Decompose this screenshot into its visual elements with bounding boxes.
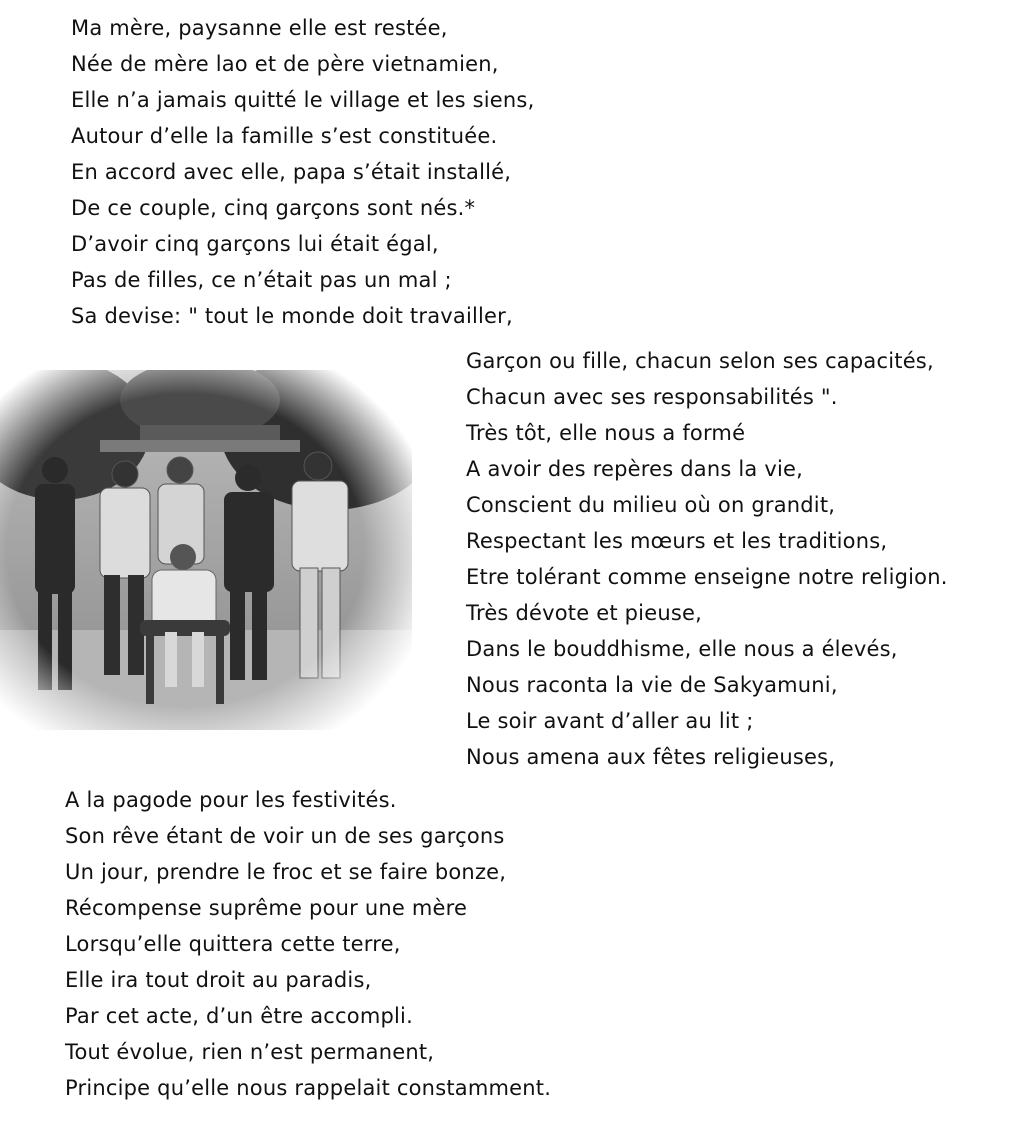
poem-line: Sa devise: " tout le monde doit travailler, — [71, 304, 513, 328]
poem-line: En accord avec elle, papa s’était installé, — [71, 160, 512, 184]
poem-line: Récompense suprême pour une mère — [65, 896, 468, 920]
poem-line: Conscient du milieu où on grandit, — [466, 493, 836, 517]
poem-line: D’avoir cinq garçons lui était égal, — [71, 232, 439, 256]
poem-line: Nous raconta la vie de Sakyamuni, — [466, 673, 838, 697]
poem-line: A la pagode pour les festivités. — [65, 788, 397, 812]
poem-line: Très dévote et pieuse, — [466, 601, 702, 625]
poem-line: Par cet acte, d’un être accompli. — [65, 1004, 413, 1028]
poem-line: Respectant les mœurs et les traditions, — [466, 529, 888, 553]
poem-line: Etre tolérant comme enseigne notre religion. — [466, 565, 948, 589]
poem-line: Pas de filles, ce n’était pas un mal ; — [71, 268, 452, 292]
poem-line: Lorsqu’elle quittera cette terre, — [65, 932, 401, 956]
poem-line: Dans le bouddhisme, elle nous a élevés, — [466, 637, 898, 661]
family-photo — [0, 370, 412, 730]
poem-line: Très tôt, elle nous a formé — [466, 421, 746, 445]
poem-line: Garçon ou fille, chacun selon ses capacités, — [466, 349, 934, 373]
poem-line: Née de mère lao et de père vietnamien, — [71, 52, 499, 76]
poem-line: Autour d’elle la famille s’est constituée. — [71, 124, 498, 148]
poem-line: Le soir avant d’aller au lit ; — [466, 709, 754, 733]
poem-line: De ce couple, cinq garçons sont nés.* — [71, 196, 476, 220]
poem-line: Nous amena aux fêtes religieuses, — [466, 745, 836, 769]
poem-line: Ma mère, paysanne elle est restée, — [71, 16, 448, 40]
poem-stanza-right — [466, 343, 948, 775]
poem-stanza-top — [71, 10, 534, 334]
poem-stanza-bottom — [65, 782, 551, 1106]
poem-line: Tout évolue, rien n’est permanent, — [65, 1040, 435, 1064]
poem-line: Son rêve étant de voir un de ses garçons — [65, 824, 505, 848]
poem-line: Elle ira tout droit au paradis, — [65, 968, 372, 992]
poem-line: Chacun avec ses responsabilités ". — [466, 385, 838, 409]
poem-line: Un jour, prendre le froc et se faire bonze, — [65, 860, 507, 884]
poem-line: Elle n’a jamais quitté le village et les siens, — [71, 88, 535, 112]
poem-line: A avoir des repères dans la vie, — [466, 457, 804, 481]
poem-line: Principe qu’elle nous rappelait constamment. — [65, 1076, 552, 1100]
